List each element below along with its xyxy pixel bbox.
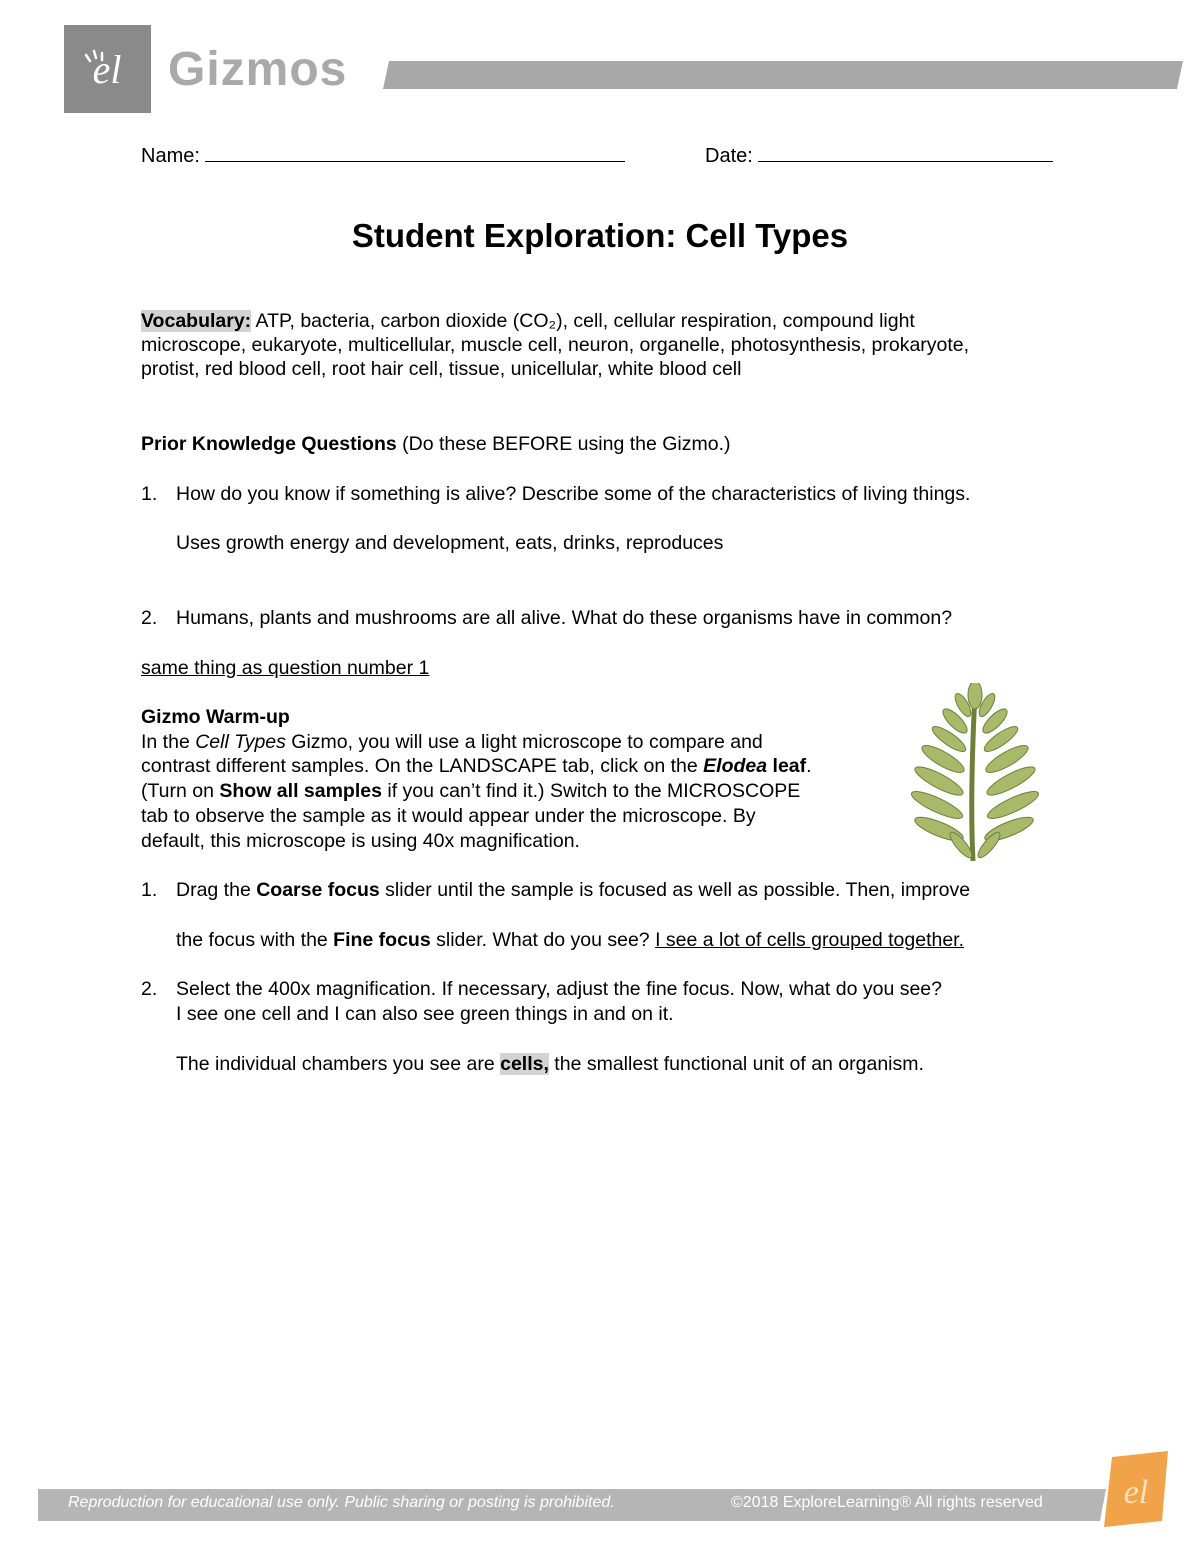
show-all-samples-term: Show all samples [219, 780, 382, 802]
prior-heading-note: (Do these BEFORE using the Gizmo.) [396, 433, 731, 455]
name-label: Name: [141, 145, 200, 167]
prior-question-1 [141, 482, 970, 506]
text: . [806, 755, 812, 777]
date-label: Date: [705, 145, 753, 167]
page-title: Student Exploration: Cell Types [351, 217, 849, 254]
question-number: 1. [141, 879, 158, 901]
question-text: How do you know if something is alive? Describe some of the characteristics of living things. [176, 483, 971, 505]
warmup-line-2 [141, 754, 812, 778]
footer-disclaimer: Reproduction for educational use only. Public sharing or posting is prohibited. [68, 1494, 615, 1511]
warmup-line-4: tab to observe the sample as it would appear under the microscope. By [141, 805, 756, 827]
gizmos-logo [64, 25, 151, 113]
prior-answer-1[interactable]: Uses growth energy and development, eats, drinks, reproduces [176, 532, 724, 554]
question-text: Select the 400x magnification. If necessary, adjust the fine focus. Now, what do you see? [176, 978, 942, 1000]
cells-term: cells, [500, 1053, 549, 1075]
footer-copyright: ©2018 ExploreLearning® All rights reserved [731, 1494, 1043, 1511]
warmup-question-2 [141, 977, 942, 1001]
prior-answer-2[interactable]: same thing as question number 1 [141, 657, 430, 679]
fine-focus-term: Fine focus [333, 929, 431, 951]
logo-text: el [92, 47, 122, 92]
prior-heading-bold: Prior Knowledge Questions [141, 433, 397, 455]
text: Drag the [176, 879, 257, 901]
vocabulary-line-3: protist, red blood cell, root hair cell, tissue, unicellular, white blood cell [141, 358, 742, 380]
question-number: 1. [141, 483, 158, 505]
text: the focus with the [176, 929, 334, 951]
text: The individual chambers you see are [176, 1053, 501, 1075]
warmup-line-3 [141, 779, 800, 803]
brand-name: Gizmos [168, 43, 348, 96]
question-number: 2. [141, 607, 158, 629]
text: the smallest functional unit of an organism. [548, 1053, 924, 1075]
warmup-conclusion [176, 1052, 924, 1076]
text: slider. What do you see? [430, 929, 656, 951]
vocabulary-line-2: microscope, eukaryote, multicellular, muscle cell, neuron, organelle, photosynthesis, prokaryote, [141, 334, 970, 356]
warmup-line-5: default, this microscope is using 40x magnification. [141, 830, 580, 852]
date-field[interactable] [705, 144, 1053, 168]
text: if you can’t find it.) Switch to the MICROSCOPE [381, 780, 801, 802]
vocabulary-line-1 [141, 309, 915, 333]
text: In the [141, 731, 196, 753]
warmup-answer-1[interactable]: I see a lot of cells grouped together. [655, 929, 965, 951]
question-text: Humans, plants and mushrooms are all alive. What do these organisms have in common? [176, 607, 953, 629]
coarse-focus-term: Coarse focus [256, 879, 380, 901]
leaf-term: leaf [767, 755, 807, 777]
warmup-question-1 [141, 878, 970, 902]
prior-knowledge-heading [141, 432, 731, 456]
text: (Turn on [141, 780, 220, 802]
vocabulary-text-1: ATP, bacteria, carbon dioxide (CO₂), cell, cellular respiration, compound light [251, 310, 915, 332]
text: contrast different samples. On the LANDSCAPE tab, click on the [141, 755, 704, 777]
warmup-question-1-cont [176, 928, 964, 952]
name-field[interactable] [141, 144, 625, 168]
header-bar [383, 60, 1183, 90]
text: Gizmo, you will use a light microscope to compare and [285, 731, 763, 753]
explorelearning-logo-icon [1100, 1449, 1170, 1529]
name-underline[interactable] [205, 145, 625, 162]
el-logo-icon [64, 25, 151, 113]
text: slider until the sample is focused as well as possible. Then, improve [379, 879, 971, 901]
elodea-term: Elodea [703, 755, 768, 777]
elodea-plant-image [905, 683, 1045, 863]
footer-logo-text: el [1123, 1474, 1149, 1511]
prior-question-2 [141, 606, 952, 630]
gizmo-name: Cell Types [195, 731, 286, 753]
warmup-answer-2[interactable]: I see one cell and I can also see green things in and on it. [176, 1003, 674, 1025]
date-underline[interactable] [758, 145, 1053, 162]
warmup-line-1 [141, 730, 763, 754]
vocabulary-label: Vocabulary: [141, 310, 252, 332]
warmup-heading: Gizmo Warm-up [141, 706, 290, 728]
question-number: 2. [141, 978, 158, 1000]
